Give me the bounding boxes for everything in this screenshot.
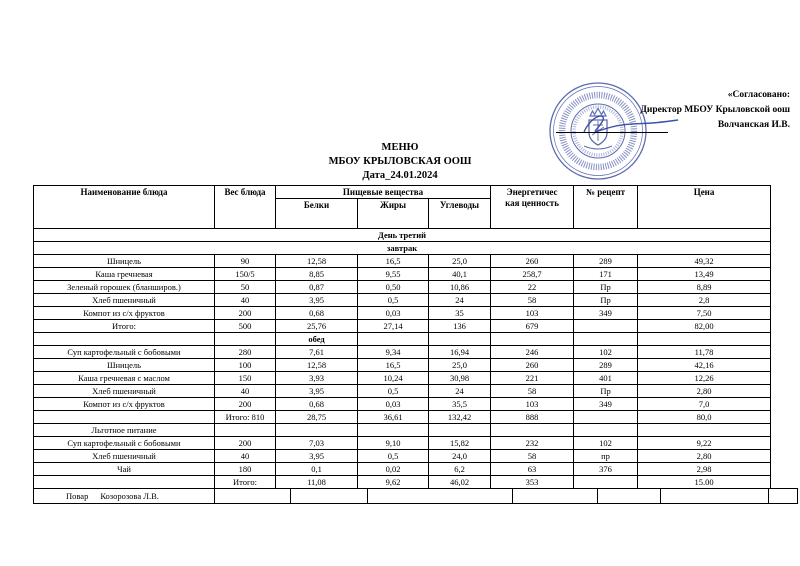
table-cell: 349 bbox=[574, 398, 638, 411]
table-cell: 49,32 bbox=[638, 255, 771, 268]
table-cell: 289 bbox=[574, 255, 638, 268]
header-row-1 bbox=[34, 186, 771, 199]
table-cell: 171 bbox=[574, 268, 638, 281]
table-cell: Пр bbox=[574, 281, 638, 294]
table-cell: Зеленый горошек (бланширов.) bbox=[34, 281, 215, 294]
table-cell: 9,55 bbox=[358, 268, 429, 281]
table-cell: 102 bbox=[574, 346, 638, 359]
table-cell: 2,80 bbox=[638, 385, 771, 398]
table-cell: 0,68 bbox=[276, 398, 358, 411]
table-cell: 40 bbox=[215, 385, 276, 398]
table-cell: 0,5 bbox=[358, 294, 429, 307]
table-cell: 90 bbox=[215, 255, 276, 268]
table-cell bbox=[215, 424, 276, 437]
table-cell: 0,1 bbox=[276, 463, 358, 476]
col-header-carbs bbox=[429, 199, 491, 229]
col-header-weight: Вес блюда bbox=[215, 186, 276, 229]
table-cell: 3,95 bbox=[276, 450, 358, 463]
table-cell bbox=[661, 489, 769, 504]
table-row bbox=[34, 255, 771, 268]
table-cell bbox=[34, 476, 215, 489]
table-cell: 100 bbox=[215, 359, 276, 372]
table-cell bbox=[34, 411, 215, 424]
table-cell: 258,7 bbox=[491, 268, 574, 281]
table-cell: Суп картофельный с бобовыми bbox=[34, 346, 215, 359]
table-cell: 9,62 bbox=[358, 476, 429, 489]
table-cell: 0,5 bbox=[358, 385, 429, 398]
table-cell: 9,34 bbox=[358, 346, 429, 359]
table-cell: Итого: bbox=[34, 320, 215, 333]
table-row bbox=[34, 307, 771, 320]
cook-row bbox=[34, 489, 798, 504]
table-cell bbox=[598, 489, 661, 504]
table-cell: 2,98 bbox=[638, 463, 771, 476]
table-cell: 0,03 bbox=[358, 307, 429, 320]
table-cell bbox=[513, 489, 598, 504]
table-cell: 16,5 bbox=[358, 255, 429, 268]
table-cell bbox=[368, 489, 513, 504]
table-cell: 58 bbox=[491, 450, 574, 463]
table-cell: 180 bbox=[215, 463, 276, 476]
table-cell: Шницель bbox=[34, 255, 215, 268]
table-cell bbox=[291, 489, 368, 504]
table-cell: 36,61 bbox=[358, 411, 429, 424]
table-cell: 12,58 bbox=[276, 359, 358, 372]
table-cell: 28,75 bbox=[276, 411, 358, 424]
table-cell: 132,42 bbox=[429, 411, 491, 424]
table-cell: 103 bbox=[491, 398, 574, 411]
table-cell: 353 bbox=[491, 476, 574, 489]
table-row bbox=[34, 463, 771, 476]
table-cell: 25,76 bbox=[276, 320, 358, 333]
table-row bbox=[34, 411, 771, 424]
table-row bbox=[34, 359, 771, 372]
title-date: Дата_24.01.2024 bbox=[362, 170, 438, 181]
table-cell: 25,0 bbox=[429, 255, 491, 268]
table-cell: обед bbox=[276, 333, 358, 346]
table-cell: 349 bbox=[574, 307, 638, 320]
table-cell: 15,82 bbox=[429, 437, 491, 450]
menu-table-body bbox=[34, 229, 771, 489]
table-cell: Компот из с/х фруктов bbox=[34, 398, 215, 411]
col-header-nutrients: Пищевые вещества bbox=[276, 186, 491, 199]
table-cell: Чай bbox=[34, 463, 215, 476]
table-cell: 9,10 bbox=[358, 437, 429, 450]
table-cell: 80,0 bbox=[638, 411, 771, 424]
table-cell: 12,58 bbox=[276, 255, 358, 268]
table-cell: 8,85 bbox=[276, 268, 358, 281]
col-header-energy bbox=[491, 186, 574, 229]
cook-row-table bbox=[33, 488, 798, 504]
table-cell: 50 bbox=[215, 281, 276, 294]
table-row bbox=[34, 372, 771, 385]
table-row bbox=[34, 476, 771, 489]
table-cell: 150 bbox=[215, 372, 276, 385]
table-cell: Каша гречневая с маслом bbox=[34, 372, 215, 385]
table-cell bbox=[358, 424, 429, 437]
table-cell: 46,02 bbox=[429, 476, 491, 489]
table-row bbox=[34, 281, 771, 294]
table-cell: 0,02 bbox=[358, 463, 429, 476]
table-cell: 3,95 bbox=[276, 385, 358, 398]
table-cell: 7,03 bbox=[276, 437, 358, 450]
table-cell: 0,50 bbox=[358, 281, 429, 294]
table-cell: 280 bbox=[215, 346, 276, 359]
col-header-price: Цена bbox=[638, 186, 771, 229]
table-cell: 3,95 bbox=[276, 294, 358, 307]
table-cell: 232 bbox=[491, 437, 574, 450]
table-cell: 0,5 bbox=[358, 450, 429, 463]
section-label: завтрак bbox=[34, 242, 771, 255]
table-cell bbox=[429, 333, 491, 346]
table-cell: 35,5 bbox=[429, 398, 491, 411]
approval-line-3: Волчанская И.В. bbox=[717, 120, 790, 130]
table-cell: 12,26 bbox=[638, 372, 771, 385]
table-cell: Хлеб пшеничный bbox=[34, 385, 215, 398]
table-cell: 24 bbox=[429, 294, 491, 307]
table-cell bbox=[34, 333, 215, 346]
table-cell bbox=[215, 489, 291, 504]
table-cell: 16,5 bbox=[358, 359, 429, 372]
table-cell bbox=[769, 489, 798, 504]
cook-title: Повар bbox=[66, 491, 89, 501]
table-cell: 200 bbox=[215, 307, 276, 320]
table-cell bbox=[574, 333, 638, 346]
table-cell bbox=[491, 424, 574, 437]
table-cell bbox=[215, 333, 276, 346]
table-cell: Итого: 810 bbox=[215, 411, 276, 424]
table-cell: 63 bbox=[491, 463, 574, 476]
col-header-recipe: № рецепт bbox=[574, 186, 638, 229]
table-cell: 11,08 bbox=[276, 476, 358, 489]
approval-block bbox=[640, 88, 790, 133]
table-cell: 40 bbox=[215, 450, 276, 463]
table-cell bbox=[574, 320, 638, 333]
table-cell: 200 bbox=[215, 437, 276, 450]
table-cell: Льготное питание bbox=[34, 424, 215, 437]
table-cell: 3,93 bbox=[276, 372, 358, 385]
table-cell: 15.00 bbox=[638, 476, 771, 489]
table-cell: Хлеб пшеничный bbox=[34, 294, 215, 307]
table-cell: 200 bbox=[215, 398, 276, 411]
title-school: МБОУ КРЫЛОВСКАЯ ООШ bbox=[328, 156, 472, 167]
table-cell: 150/5 bbox=[215, 268, 276, 281]
cook-name: Козорозова Л.В. bbox=[100, 491, 159, 501]
section-label: День третий bbox=[34, 229, 771, 242]
table-cell: 6,2 bbox=[429, 463, 491, 476]
table-cell: 0,87 bbox=[276, 281, 358, 294]
table-cell: 260 bbox=[491, 255, 574, 268]
table-cell bbox=[429, 424, 491, 437]
table-row bbox=[34, 333, 771, 346]
approval-line-2: Директор МБОУ Крыловской оош bbox=[640, 105, 790, 115]
section-row bbox=[34, 229, 771, 242]
energy-header-line2: кая ценность bbox=[505, 198, 559, 208]
table-cell: 7,61 bbox=[276, 346, 358, 359]
table-cell: 0,03 bbox=[358, 398, 429, 411]
table-cell: 376 bbox=[574, 463, 638, 476]
table-cell: 25,0 bbox=[429, 359, 491, 372]
table-cell: 9,22 bbox=[638, 437, 771, 450]
table-cell: 10,24 bbox=[358, 372, 429, 385]
section-row bbox=[34, 242, 771, 255]
table-row bbox=[34, 398, 771, 411]
table-row bbox=[34, 346, 771, 359]
table-row bbox=[34, 268, 771, 281]
table-cell: 2,8 bbox=[638, 294, 771, 307]
table-row bbox=[34, 424, 771, 437]
title-menu: МЕНЮ bbox=[381, 142, 419, 153]
col-header-dish-name: Наименование блюда bbox=[34, 186, 215, 229]
table-cell bbox=[638, 424, 771, 437]
table-cell: 40,1 bbox=[429, 268, 491, 281]
table-cell bbox=[358, 333, 429, 346]
table-cell: Пр bbox=[574, 294, 638, 307]
col-header-protein: Белки bbox=[276, 199, 358, 229]
table-cell: 16,94 bbox=[429, 346, 491, 359]
table-row bbox=[34, 437, 771, 450]
table-cell: 22 bbox=[491, 281, 574, 294]
table-cell: 58 bbox=[491, 294, 574, 307]
table-cell bbox=[574, 476, 638, 489]
table-cell: 35 bbox=[429, 307, 491, 320]
carbs-header-text: Углеводы bbox=[439, 200, 480, 210]
table-cell: Хлеб пшеничный bbox=[34, 450, 215, 463]
table-cell: 24 bbox=[429, 385, 491, 398]
table-cell: Каша гречневая bbox=[34, 268, 215, 281]
energy-header-line1: Энергетичес bbox=[506, 187, 558, 197]
table-row bbox=[34, 450, 771, 463]
table-cell: 82,00 bbox=[638, 320, 771, 333]
table-cell: 24,0 bbox=[429, 450, 491, 463]
table-cell: 30,98 bbox=[429, 372, 491, 385]
approval-line-1: «Согласовано: bbox=[727, 90, 790, 100]
table-cell: 13,49 bbox=[638, 268, 771, 281]
table-cell: 11,78 bbox=[638, 346, 771, 359]
table-cell: Суп картофельный с бобовыми bbox=[34, 437, 215, 450]
table-cell: 246 bbox=[491, 346, 574, 359]
table-cell: пр bbox=[574, 450, 638, 463]
table-cell: 136 bbox=[429, 320, 491, 333]
table-cell: 102 bbox=[574, 437, 638, 450]
table-cell: Пр bbox=[574, 385, 638, 398]
table-cell: 401 bbox=[574, 372, 638, 385]
table-cell: 8,89 bbox=[638, 281, 771, 294]
table-cell: Шницель bbox=[34, 359, 215, 372]
menu-table-area bbox=[33, 185, 798, 504]
table-cell bbox=[276, 424, 358, 437]
table-cell: 260 bbox=[491, 359, 574, 372]
table-cell: 27,14 bbox=[358, 320, 429, 333]
col-header-fat: Жиры bbox=[358, 199, 429, 229]
table-cell: Итого: bbox=[215, 476, 276, 489]
table-cell: 0,68 bbox=[276, 307, 358, 320]
table-cell: 7,50 bbox=[638, 307, 771, 320]
table-row bbox=[34, 320, 771, 333]
table-cell bbox=[491, 333, 574, 346]
table-cell bbox=[638, 333, 771, 346]
document-title bbox=[0, 141, 800, 183]
table-cell: 42,16 bbox=[638, 359, 771, 372]
table-row bbox=[34, 294, 771, 307]
table-cell: 2,80 bbox=[638, 450, 771, 463]
table-cell: 58 bbox=[491, 385, 574, 398]
table-row bbox=[34, 385, 771, 398]
table-cell: 888 bbox=[491, 411, 574, 424]
cook-cell bbox=[34, 489, 215, 504]
table-cell: 10,86 bbox=[429, 281, 491, 294]
table-cell: Компот из с/х фруктов bbox=[34, 307, 215, 320]
table-cell: 7,0 bbox=[638, 398, 771, 411]
menu-table bbox=[33, 185, 771, 489]
table-cell: 103 bbox=[491, 307, 574, 320]
table-cell: 289 bbox=[574, 359, 638, 372]
table-cell: 221 bbox=[491, 372, 574, 385]
table-cell: 679 bbox=[491, 320, 574, 333]
table-cell: 500 bbox=[215, 320, 276, 333]
table-cell bbox=[574, 411, 638, 424]
table-cell: 40 bbox=[215, 294, 276, 307]
table-cell bbox=[574, 424, 638, 437]
